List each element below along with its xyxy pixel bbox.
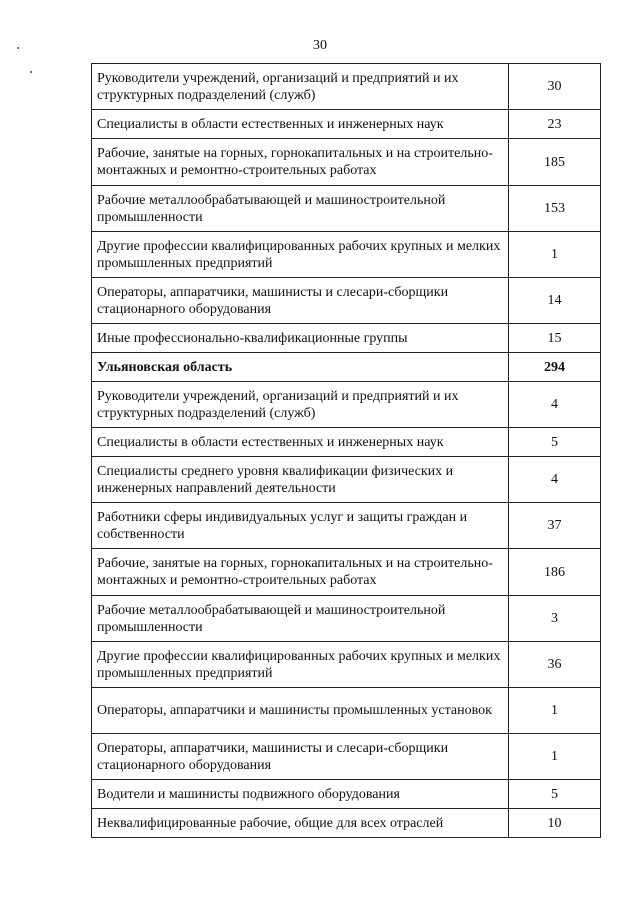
row-value: 294	[509, 353, 601, 382]
table-row	[92, 186, 601, 232]
row-value: 1	[509, 734, 601, 780]
table-row	[92, 688, 601, 734]
table-row	[92, 353, 601, 382]
row-label: Специалисты в области естественных и инженерных наук	[92, 428, 509, 457]
row-label: Рабочие металлообрабатывающей и машиностроительной промышленности	[92, 596, 509, 642]
row-label: Другие профессии квалифицированных рабочих крупных и мелких промышленных предприятий	[92, 232, 509, 278]
row-value: 153	[509, 186, 601, 232]
row-value: 15	[509, 324, 601, 353]
row-label: Рабочие металлообрабатывающей и машиностроительной промышленности	[92, 186, 509, 232]
row-label: Руководители учреждений, организаций и предприятий и их структурных подразделений (служб)	[92, 382, 509, 428]
table-row	[92, 324, 601, 353]
row-label: Другие профессии квалифицированных рабочих крупных и мелких промышленных предприятий	[92, 642, 509, 688]
page-number: 30	[313, 38, 327, 53]
row-value: 37	[509, 503, 601, 549]
row-label: Ульяновская область	[92, 353, 509, 382]
table-row	[92, 278, 601, 324]
table-row	[92, 780, 601, 809]
row-label: Водители и машинисты подвижного оборудования	[92, 780, 509, 809]
table-row	[92, 457, 601, 503]
row-label: Иные профессионально-квалификационные группы	[92, 324, 509, 353]
row-value: 1	[509, 232, 601, 278]
table-body	[92, 64, 601, 838]
row-label: Рабочие, занятые на горных, горнокапитальных и на строительно-монтажных и ремонтно-строительных работах	[92, 139, 509, 186]
table-row	[92, 503, 601, 549]
row-value: 3	[509, 596, 601, 642]
table-row	[92, 428, 601, 457]
row-label: Операторы, аппаратчики и машинисты промышленных установок	[92, 688, 509, 734]
table-row	[92, 642, 601, 688]
row-value: 10	[509, 809, 601, 838]
row-value: 185	[509, 139, 601, 186]
table-row	[92, 809, 601, 838]
table-row	[92, 549, 601, 596]
row-value: 23	[509, 110, 601, 139]
table-row	[92, 596, 601, 642]
row-label: Специалисты среднего уровня квалификации физических и инженерных направлений деятельности	[92, 457, 509, 503]
table-row	[92, 382, 601, 428]
row-value: 36	[509, 642, 601, 688]
scan-speck	[30, 71, 32, 73]
row-value: 5	[509, 780, 601, 809]
scan-speck	[17, 47, 19, 49]
table-row	[92, 64, 601, 110]
row-label: Рабочие, занятые на горных, горнокапитальных и на строительно-монтажных и ремонтно-строительных работах	[92, 549, 509, 596]
table-row	[92, 232, 601, 278]
table-row	[92, 139, 601, 186]
row-value: 4	[509, 457, 601, 503]
data-table	[91, 63, 601, 838]
row-label: Специалисты в области естественных и инженерных наук	[92, 110, 509, 139]
row-value: 1	[509, 688, 601, 734]
row-value: 4	[509, 382, 601, 428]
row-value: 186	[509, 549, 601, 596]
row-value: 30	[509, 64, 601, 110]
row-value: 14	[509, 278, 601, 324]
row-label: Работники сферы индивидуальных услуг и защиты граждан и собственности	[92, 503, 509, 549]
row-label: Неквалифицированные рабочие, общие для всех отраслей	[92, 809, 509, 838]
row-label: Операторы, аппаратчики, машинисты и слесари-сборщики стационарного оборудования	[92, 278, 509, 324]
row-label: Операторы, аппаратчики, машинисты и слесари-сборщики стационарного оборудования	[92, 734, 509, 780]
row-label: Руководители учреждений, организаций и предприятий и их структурных подразделений (служб)	[92, 64, 509, 110]
table-row	[92, 734, 601, 780]
table-row	[92, 110, 601, 139]
row-value: 5	[509, 428, 601, 457]
